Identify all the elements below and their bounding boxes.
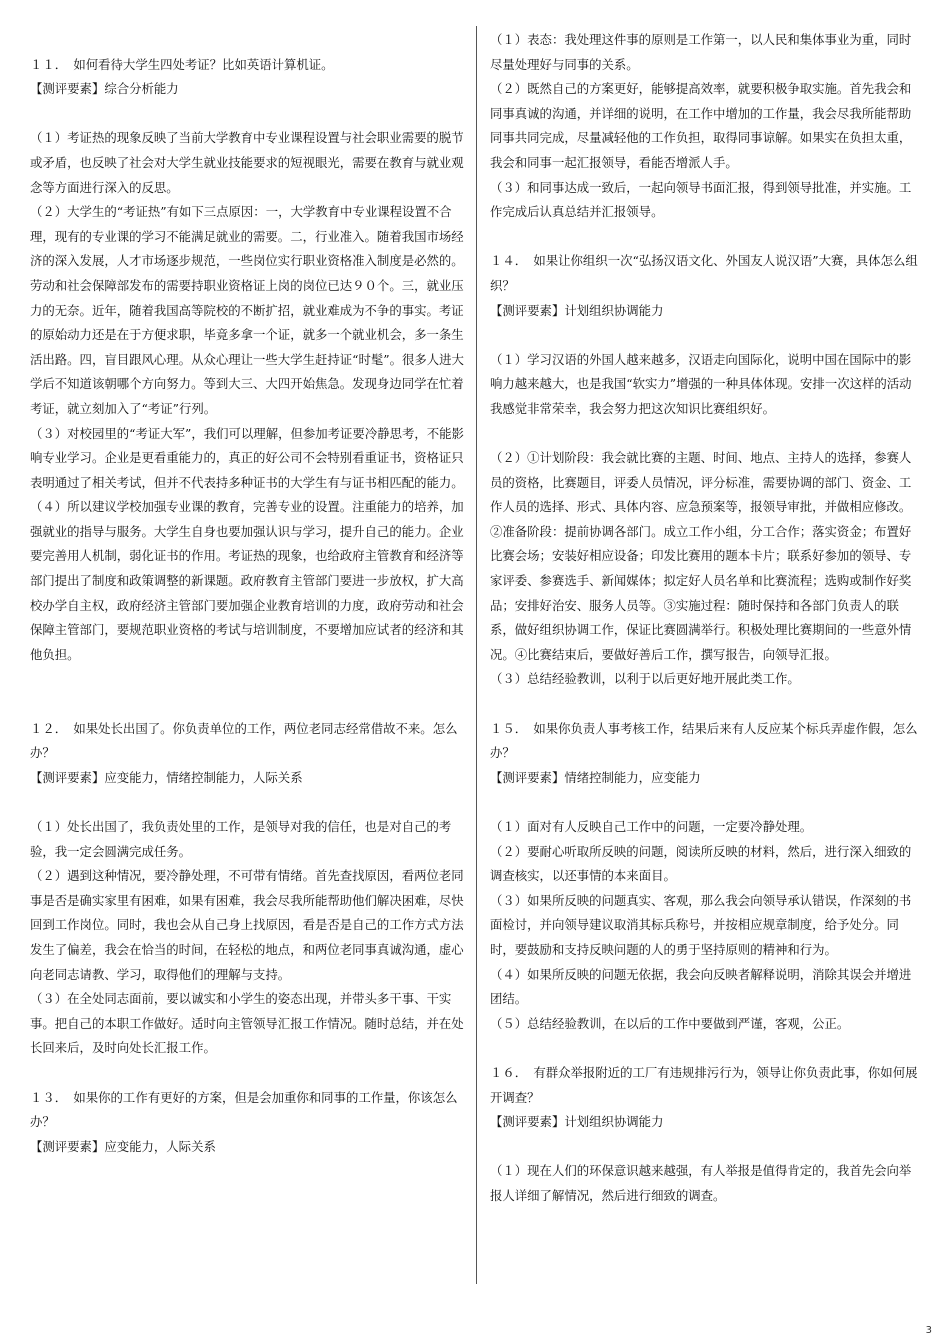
blank-line (30, 790, 466, 815)
blank-line (490, 323, 922, 348)
blank-line (490, 790, 922, 815)
blank-line (490, 1135, 922, 1160)
evaluation-criteria: 【测评要素】应变能力，人际关系 (30, 1138, 216, 1154)
answer-paragraph: （１）处长出国了，我负责处里的工作，是领导对我的信任，也是对自己的考验，我一定会圆满完成任务。 (30, 819, 452, 859)
answer-paragraph: （１）表态：我处理这件事的原则是工作第一，以人民和集体事业为重，同时尽量处理好与同事的关系。 (490, 32, 912, 72)
evaluation-criteria: 【测评要素】计划组织协调能力 (490, 1114, 664, 1130)
blank-line (30, 692, 466, 717)
answer-paragraph: （３）总结经验教训，以利于以后更好地开展此类工作。 (490, 671, 800, 687)
answer-paragraph: （３）和同事达成一致后，一起向领导书面汇报，得到领导批准，并实施。工作完成后认真总结并汇报领导。 (490, 179, 912, 220)
right-column (490, 28, 922, 1209)
blank-line (30, 1061, 466, 1086)
answer-paragraph: （４）所以建议学校加强专业课的教育，完善专业的设置。注重能力的培养，加强就业的指导与服务。大学生自身也要加强认识与学习，提升自己的能力。企业要完善用人机制，弱化证书的作用。考证热的现象，也给政府主管教育和经济等部门提出了制度和政策调整的新课题。政府教育主管部门要进一步放权，扩大高校办学自主权，政府经济主管部门要加强企业教育培训的力度，政府劳动和社会保障主管部门，要规范职业资格的考试与培训制度，不要增加应试者的经济和其他负担。 (30, 499, 464, 662)
evaluation-criteria: 【测评要素】计划组织协调能力 (490, 302, 664, 318)
blank-line (490, 225, 922, 250)
column-divider (476, 26, 477, 1284)
answer-paragraph: （２）大学生的“考证热”有如下三点原因：一，大学教育中专业课程设置不合理，现有的专业课的学习不能满足就业的需要。二，行业准入。随着我国市场经济的深入发展，人才市场逐步规范，一些岗位实行职业资格准入制度是必然的。劳动和社会保障部发布的需要持职业资格证上岗的岗位已达９０个。三，就业压力的无奈。近年，随着我国高等院校的不断扩招，就业难成为不争的事实。考证的原始动力还是在于方便求职，毕竟多拿一个证，就多一个就业机会，多一条生活出路。四，盲目跟风心理。从众心理让一些大学生赶持证“时髦”。很多人进大学后不知道该朝哪个方向努力。等到大三、大四开始焦急。发现身边同学在忙着考证，就立刻加入了“考证”行列。 (30, 204, 464, 416)
blank-line (490, 692, 922, 717)
question-heading: １１． 如何看待大学生四处考证？比如英语计算机证。 (30, 56, 334, 72)
blank-line (30, 667, 466, 692)
answer-paragraph: （１）面对有人反映自己工作中的问题，一定要冷静处理。 (490, 819, 813, 834)
answer-paragraph: （２）遇到这种情况，要冷静处理，不可带有情绪。首先查找原因，看两位老同事是否是确实家里有困难，如果有困难，我会尽我所能帮助他们解决困难，尽快回到工作岗位。同时，我也会从自己身上找原因，看是否是自己的工作方式方法发生了偏差，我会在恰当的时间，在轻松的地点，和两位老同事真诚沟通，虚心向老同志请教、学习，取得他们的理解与支持。 (30, 868, 464, 982)
blank-line (490, 422, 922, 447)
evaluation-criteria: 【测评要素】综合分析能力 (30, 81, 179, 97)
answer-paragraph: （２）既然自己的方案更好，能够提高效率，就要积极争取实施。首先我会和同事真诚的沟通，并详细的说明，在工作中增加的工作量，我会尽我所能帮助同事共同完成，尽量减轻他的工作负担，取得同事谅解。如果实在负担太重，我会和同事一起汇报领导，看能否增派人手。 (490, 81, 912, 170)
evaluation-criteria: 【测评要素】应变能力，情绪控制能力，人际关系 (30, 769, 303, 785)
answer-paragraph: （２）要耐心听取所反映的问题，阅读所反映的材料，然后，进行深入细致的调查核实，以还事情的本来面目。 (490, 843, 912, 884)
blank-line (30, 102, 466, 127)
answer-paragraph: （３）对校园里的“考证大军”，我们可以理解，但参加考证要冷静思考，不能影响专业学习。企业是更看重能力的，真正的好公司不会特别看重证书，资格证只表明通过了相关考试，但并不代表持多种证书的大学生有与证书相匹配的能力。 (30, 425, 464, 490)
answer-paragraph: （３）如果所反映的问题真实、客观，那么我会向领导承认错误，作深刻的书面检讨，并向领导建议取消其标兵称号，并按相应规章制度，给予处分。同时，要鼓励和支持反映问题的人的勇于坚持原则的精神和行为。 (490, 892, 912, 957)
answer-paragraph: （１）考证热的现象反映了当前大学教育中专业课程设置与社会职业需要的脱节或矛盾，也反映了社会对大学生就业技能要求的短视眼光，需要在教育与就业观念等方面进行深入的反思。 (30, 130, 464, 195)
evaluation-criteria: 【测评要素】情绪控制能力，应变能力 (490, 769, 701, 785)
answer-paragraph: （１）现在人们的环保意识越来越强，有人举报是值得肯定的，我首先会向举报人详细了解情况，然后进行细致的调查。 (490, 1163, 912, 1203)
question-heading: １４． 如果让你组织一次“弘扬汉语文化、外国友人说汉语”大赛，具体怎么组织？ (490, 253, 918, 293)
question-heading: １６． 有群众举报附近的工厂有违规排污行为，领导让你负责此事，你如何展开调查？ (490, 1064, 918, 1105)
answer-paragraph: （１）学习汉语的外国人越来越多，汉语走向国际化，说明中国在国际中的影响力越来越大，也是我国“软实力”增强的一种具体体现。安排一次这样的活动我感觉非常荣幸，我会努力把这次知识比赛组织好。 (490, 351, 912, 416)
blank-line (490, 1036, 922, 1061)
page-number: 3 (925, 1325, 932, 1336)
answer-paragraph: （５）总结经验教训，在以后的工作中要做到严谨，客观，公正。 (490, 1015, 850, 1031)
answer-paragraph: （３）在全处同志面前，要以诚实和小学生的姿态出现，并带头多干事、干实事。把自己的本职工作做好。适时向主管领导汇报工作情况。随时总结，并在处长回来后，及时向处长汇报工作。 (30, 991, 464, 1056)
question-heading: １５． 如果你负责人事考核工作，结果后来有人反应某个标兵弄虚作假，怎么办？ (490, 720, 918, 761)
answer-paragraph: （２）①计划阶段：我会就比赛的主题、时间、地点、主持人的选择，参赛人员的资格，比赛题目，评委人员情况，评分标准，需要协调的部门、资金、工作人员的选择、形式、具体内容、应急预案等，报领导审批，并做相应修改。②准备阶段：提前协调各部门。成立工作小组，分工合作；落实资金；布置好比赛会场；安装好相应设备；印发比赛用的题本卡片；联系好参加的领导、专家评委、参赛选手、新闻媒体；拟定好人员名单和比赛流程；选购或制作好奖品；安排好治安、服务人员等。③实施过程：随时保持和各部门负责人的联系，做好组织协调工作，保证比赛圆满举行。积极处理比赛期间的一些意外情况。④比赛结束后，要做好善后工作，撰写报告，向领导汇报。 (490, 450, 912, 662)
blank-line (30, 28, 466, 53)
answer-paragraph: （４）如果所反映的问题无依据，我会向反映者解释说明，消除其误会并增进团结。 (490, 966, 912, 1007)
question-heading: １２． 如果处长出国了。你负责单位的工作，两位老同志经常借故不来。怎么办？ (30, 720, 458, 761)
left-column (30, 28, 466, 1159)
question-heading: １３． 如果你的工作有更好的方案，但是会加重你和同事的工作量，你该怎么办？ (30, 1089, 458, 1130)
